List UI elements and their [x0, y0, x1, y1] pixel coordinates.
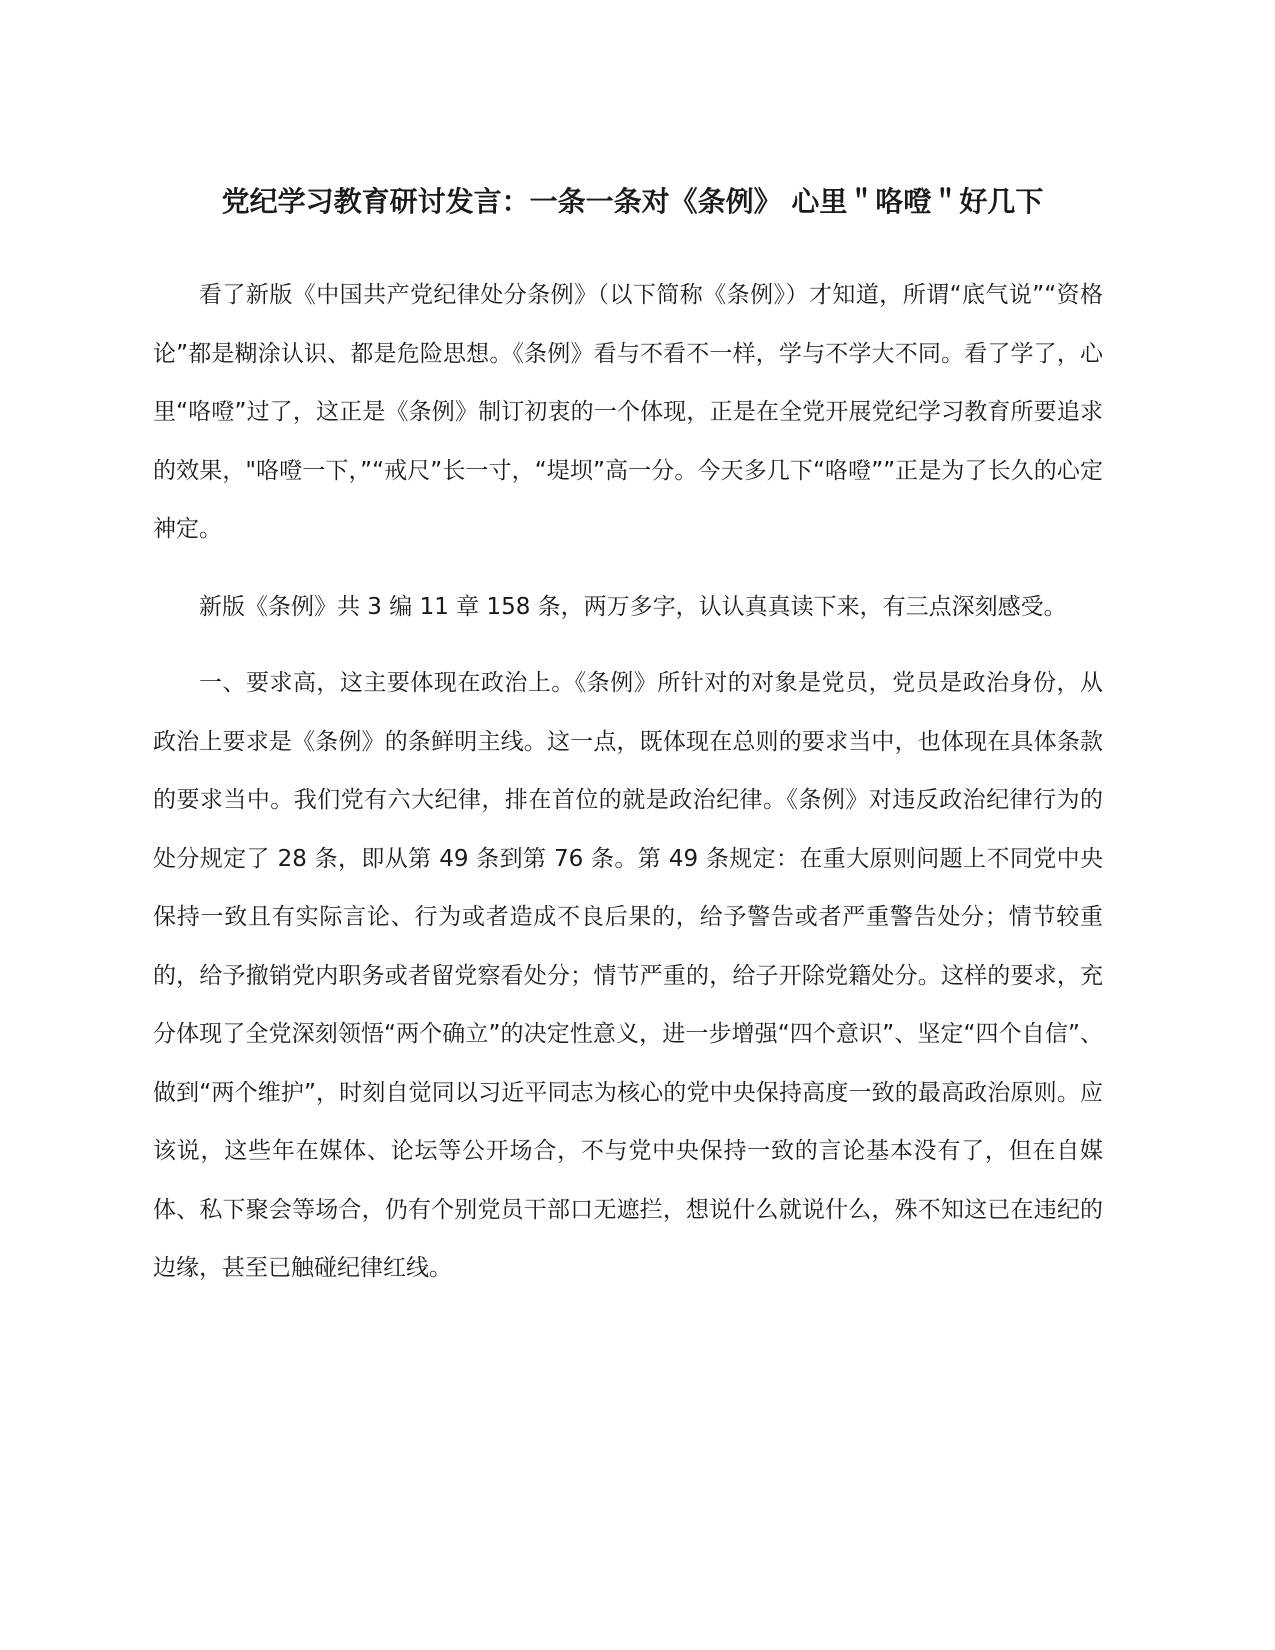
- paragraph-point-one: 一、要求高，这主要体现在政治上。《条例》所针对的对象是党员，党员是政治身份，从政治上要求是《条例》的条鲜明主线。这一点，既体现在总则的要求当中，也体现在具体条款的要求当中。我们党有六大纪律，排在首位的就是政治纪律。《条例》对违反政治纪律行为的处分规定了 28 条，即从第 49 条到第 76 条。第 49 条规定：在重大原则问题上不同党中央保持一致且有实际言论、行为或者造成不良后果的，给予警告或者严重警告处分；情节较重的，给予撤销党内职务或者留党察看处分；情节严重的，给子开除党籍处分。这样的要求，充分体现了全党深刻领悟“两个确立”的决定性意义，进一步增强“四个意识”、坚定“四个自信”、做到“两个维护”，时刻自觉同以习近平同志为核心的党中央保持高度一致的最高政治原则。应该说，这些年在媒体、论坛等公开场合，不与党中央保持一致的言论基本没有了，但在自媒体、私下聚会等场合，仍有个别党员干部口无遮拦，想说什么就说什么，殊不知这已在违纪的边缘，甚至已触碰纪律红线。: [153, 670, 1103, 1281]
- document-title: 党纪学习教育研讨发言：一条一条对《条例》 心里＂咯噔＂好几下: [221, 185, 1044, 218]
- paragraph-overview: 新版《条例》共 3 编 11 章 158 条，两万多字，认认真真读下来，有三点深刻感受。: [199, 594, 1067, 620]
- paragraph-intro: 看了新版《中国共产党纪律处分条例》（以下简称《条例》）才知道，所谓“底气说”“资格论”都是糊涂认识、都是危险思想。《条例》看与不看不一样，学与不学大不同。看了学了，心里“咯噔”过了，这正是《条例》制订初衷的一个体现，正是在全党开展党纪学习教育所要追求的效果，"咯噔一下，”“戒尺”长一寸，“堤坝”高一分。今天多几下“咯噔””正是为了长久的心定神定。: [153, 282, 1103, 542]
